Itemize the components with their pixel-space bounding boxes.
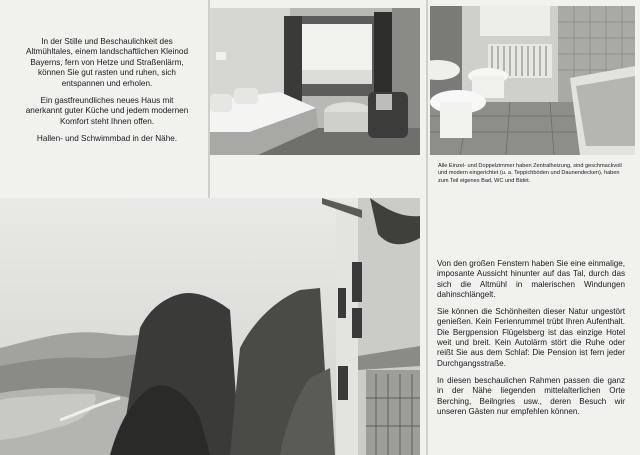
main-paragraph-2: Sie können die Schönheiten dieser Natur ungestört genießen. Kein Ferienrummel trübt Ihren Aufenthalt. Die Bergpension Flügelsberg ist das einzige Hotel weit und breit. Kein Autolärm stört die Ruhe oder reißt Sie aus dem Schlaf: Die Pension ist fern jeder Durchgangsstraße.	[437, 307, 625, 368]
intro-text	[22, 37, 192, 152]
main-text	[437, 259, 625, 424]
valley-house-photo	[0, 198, 420, 455]
bathroom-photo	[430, 6, 635, 155]
intro-paragraph-1: In der Stille und Beschaulichkeit des Altmühltales, einem landschaftlichen Kleinod Bayerns, fern von Hetze und Straßenlärm, können Sie gut rasten und ruhen, sich entspannen und erholen.	[25, 37, 189, 88]
main-paragraph-1: Von den großen Fenstern haben Sie eine einmalige, imposante Aussicht hinunter auf das Tal, durch das sich die Altmühl in malerischen Windungen dahinschlängelt.	[437, 259, 625, 299]
bedroom-photo	[210, 8, 420, 155]
intro-paragraph-2: Ein gastfreundliches neues Haus mit anerkannt guter Küche und jedem modernen Komfort steht Ihnen offen.	[25, 96, 189, 126]
room-caption: Alle Einzel- und Doppelzimmer haben Zentralheizung, sind geschmackvoll und modern eingerichtet (u. a. Teppichböden und Daunendecken), haben zum Teil eigenes Bad, WC und Bidet.	[438, 163, 622, 184]
main-paragraph-3: In diesen beschaulichen Rahmen passen die ganz in der Nähe liegenden mittelalterlichen Orte Berching, Beilngries usw., deren Besuch wir unseren Gästen nur empfehlen können.	[437, 375, 625, 416]
fold-line-right	[426, 0, 428, 455]
intro-paragraph-3: Hallen- und Schwimmbad in der Nähe.	[36, 134, 178, 144]
